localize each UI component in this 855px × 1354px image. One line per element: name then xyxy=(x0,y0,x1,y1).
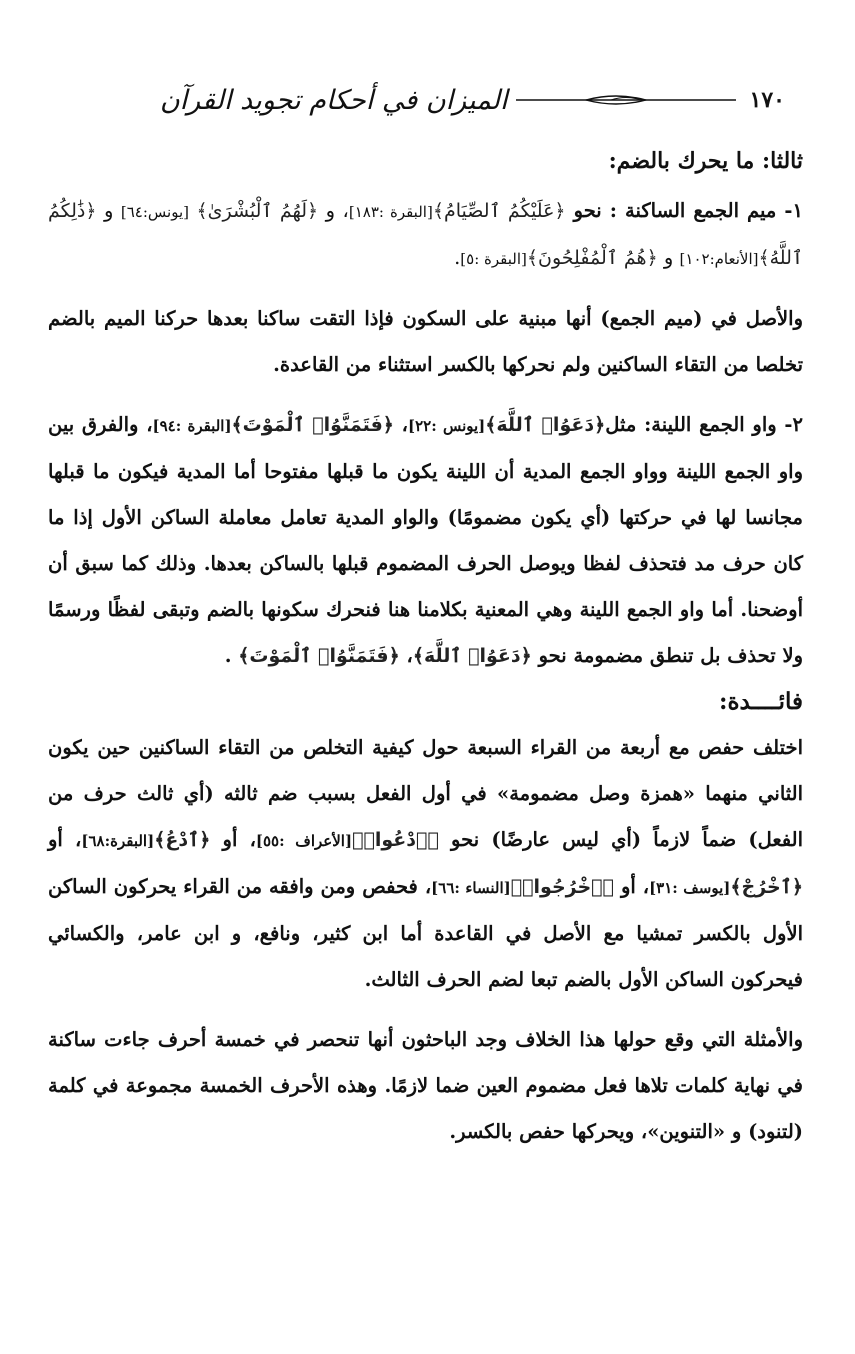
verse-reference: [الأنعام:١٠٢] xyxy=(679,250,759,268)
verse-reference: [يوسف :٣١] xyxy=(649,879,731,897)
verse-reference: [البقرة :٥] xyxy=(460,250,527,268)
verse-reference: [البقرة:٦٨] xyxy=(81,832,155,850)
verse-reference: [يونس :٢٢] xyxy=(407,417,486,435)
quran-quote: ﴿ٱدْعُ﴾ xyxy=(154,829,211,851)
quran-quote: ﴿فَتَمَنَّوُا۟ ٱلْمَوْتَ﴾ xyxy=(231,414,394,436)
quran-quote: ﴿دَعَوُا۟ ٱللَّهَ﴾ xyxy=(412,645,532,667)
quran-quote: ﴿ٱخْرُجُوا۟﴾ xyxy=(510,876,614,898)
item-1-label: ١- ميم الجمع الساكنة : xyxy=(609,199,803,222)
item-2-label: ٢- واو الجمع اللينة: xyxy=(644,413,804,436)
item-2-paragraph: ٢- واو الجمع اللينة: مثل﴿دَعَوُا۟ ٱللَّهَ﴾[يونس :٢٢]، ﴿فَتَمَنَّوُا۟ ٱلْمَوْتَ﴾[البقرة :٩٤]، والفرق بين واو الجمع اللينة وواو الجمع المدية أن اللينة يكون ما قبلها مفتوحا أما المدية فيكون ما قبلها مجانسا لها في حركتها (أي يكون مضمومًا) والواو المدية تعامل معاملة الساكن الأول إذا ما كان حرف مد فتحذف لفظا ويوصل الحرف المضموم قبلها بالساكن بعدها. وذلك كما سبق أن أوضحنا. أما واو الجمع اللينة وهي المعنية بكلامنا هنا فنحرك سكونها بالضم وتبقى لفظًا ورسمًا ولا تحذف بل تنطق مضمومة نحو ﴿دَعَوُا۟ ٱللَّهَ﴾، ﴿فَتَمَنَّوُا۟ ٱلْمَوْتَ﴾ . xyxy=(48,413,804,667)
quran-quote: ﴿فَتَمَنَّوُا۟ ٱلْمَوْتَ﴾ xyxy=(238,645,400,667)
page-content xyxy=(48,138,803,1155)
section-heading: ثالثا: ما يحرك بالضم: xyxy=(608,148,803,174)
quran-quote: ﴿دَعَوُا۟ ٱللَّهَ﴾ xyxy=(485,414,606,436)
quran-quote: ﴿عَلَيْكُمُ ٱلصِّيَامُ﴾ xyxy=(432,200,566,222)
verse-reference: [يونس:٦٤] xyxy=(120,203,189,221)
benefit-paragraph: اختلف حفص مع أربعة من القراء السبعة حول كيفية التخلص من التقاء الساكنين حين يكون الثاني منهما «همزة وصل مضمومة» في أول الفعل بسبب ضم ثالثه (أي ثالث حرف من الفعل) ضماً لازماً (أي ليس عارضًا) نحو ﴿ٱدْعُوا۟﴾[الأعراف :٥٥]، أو ﴿ٱدْعُ﴾[البقرة:٦٨]، أو ﴿ٱخْرُجْ﴾[يوسف :٣١]، أو ﴿ٱخْرُجُوا۟﴾[النساء :٦٦]، فحفص ومن وافقه من القراء يحركون الساكن الأول بالكسر تمشيا مع الأصل في القاعدة أما ابن كثير، ونافع، و ابن عامر، والكسائي فيحركون الساكن الأول بالضم تبعا لضم الحرف الثالث. xyxy=(48,736,804,991)
quran-quote: ﴿لَهُمُ ٱلْبُشْرَىٰ﴾ xyxy=(196,200,319,222)
verse-reference: [الأعراف :٥٥] xyxy=(255,832,353,850)
book-title: الميزان في أحكام تجويد القرآن xyxy=(159,84,508,116)
verse-reference: [البقرة :١٨٣] xyxy=(348,203,433,221)
paragraph-meem-origin: والأصل في (ميم الجمع) أنها مبنية على السكون فإذا التقت ساكنا بعدها حركنا الميم بالضم تخلصا من التقاء الساكنين ولم نحركها بالكسر استثناء من القاعدة. xyxy=(48,307,803,376)
paragraph-examples: والأمثلة التي وقع حولها هذا الخلاف وجد الباحثون أنها تنحصر في خمسة أحرف جاءت ساكنة في نهاية كلمات تلاها فعل مضموم العين ضما لازمًا. وهذه الأحرف الخمسة مجموعة في كلمة (لتنود) و «التنوين»، ويحركها حفص بالكسر. xyxy=(48,1028,803,1143)
page-header xyxy=(110,78,785,122)
header-ornament-line xyxy=(516,91,736,109)
verse-reference: [النساء :٦٦] xyxy=(431,879,511,897)
benefit-heading: فائــــدة: xyxy=(719,688,803,715)
quran-quote: ﴿ٱخْرُجْ﴾ xyxy=(730,876,803,898)
verse-reference: [البقرة :٩٤] xyxy=(152,417,232,435)
quran-quote: ﴿ذَٰلِكُمُ ٱللَّهُ﴾ xyxy=(48,200,803,269)
item-1-paragraph: ١- ميم الجمع الساكنة : نحو ﴿عَلَيْكُمُ ٱلصِّيَامُ﴾[البقرة :١٨٣]، و ﴿لَهُمُ ٱلْبُشْرَىٰ﴾ [يونس:٦٤] و ﴿ذَٰلِكُمُ ٱللَّهُ﴾[الأنعام:١٠٢] و ﴿هُمُ ٱلْمُفْلِحُونَ﴾[البقرة :٥]. xyxy=(48,199,803,269)
quran-quote: ﴿هُمُ ٱلْمُفْلِحُونَ﴾ xyxy=(526,247,658,269)
quran-quote: ﴿ٱدْعُوا۟﴾ xyxy=(352,829,439,851)
page-number: ١٧٠ xyxy=(749,87,785,113)
